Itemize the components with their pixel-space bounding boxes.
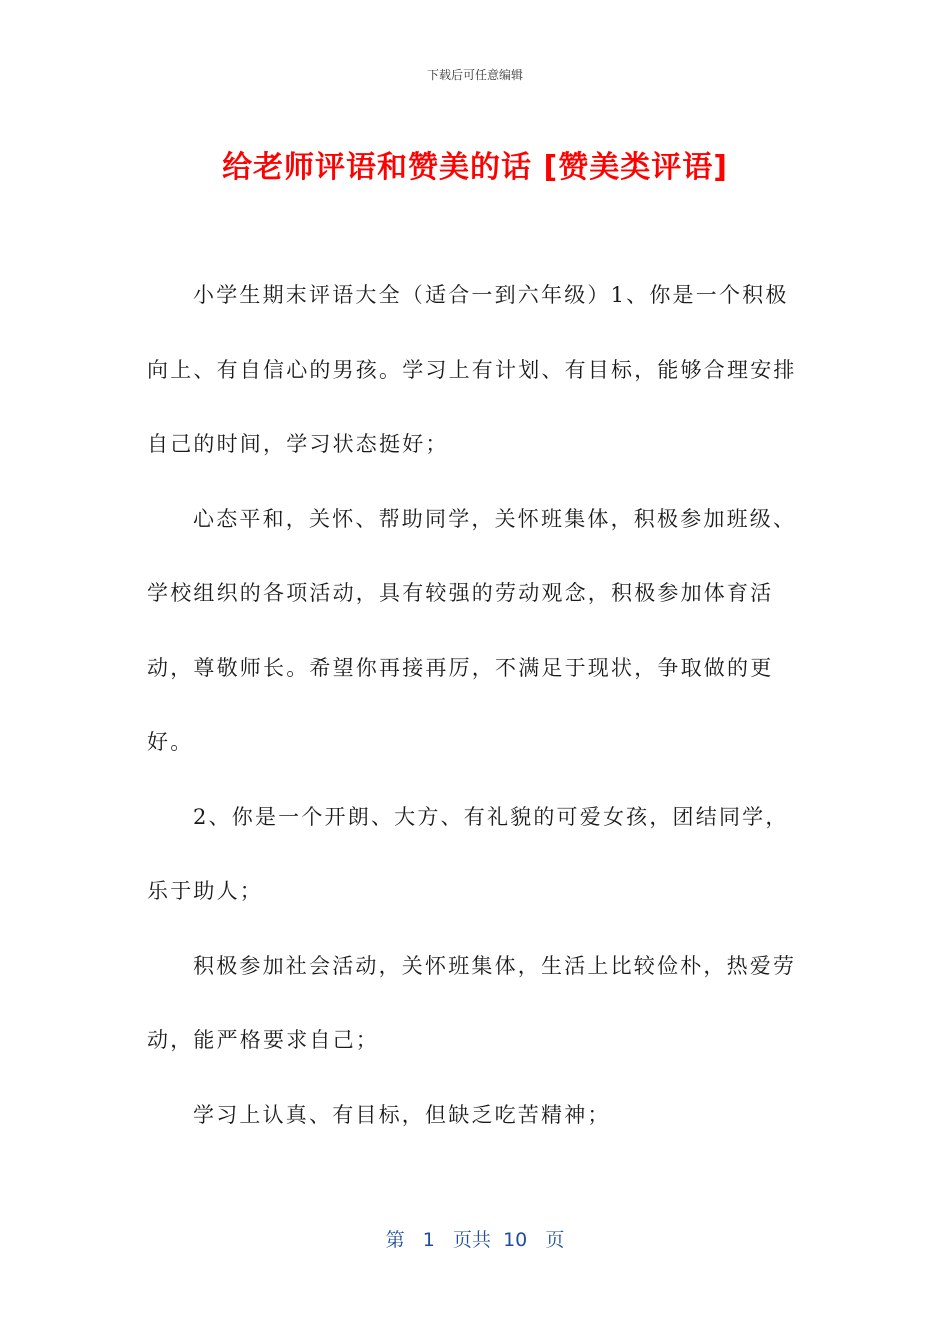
footer-total-pages: 10 [503,1229,528,1251]
paragraph-4: 积极参加社会活动，关怀班集体，生活上比较俭朴，热爱劳动，能严格要求自己； [147,953,797,1052]
footer-middle: 页共 [452,1229,491,1251]
page-footer [0,1225,950,1252]
header-note: 下载后可任意编辑 [426,68,523,82]
paragraph-5: 学习上认真、有目标，但缺乏吃苦精神； [193,1102,611,1127]
paragraph-2: 心态平和，关怀、帮助同学，关怀班集体，积极参加班级、学校组织的各项活动，具有较强的劳动观念，积极参加体育活动，尊敬师长。希望你再接再厉，不满足于现状，争取做的更好。 [147,506,797,754]
document-body [147,258,807,1152]
footer-suffix: 页 [545,1229,565,1251]
footer-prefix: 第 [385,1229,405,1251]
document-title: 给老师评语和赞美的话 [赞美类评语] [222,150,728,185]
footer-current-page: 1 [422,1229,435,1251]
paragraph-1: 小学生期末评语大全（适合一到六年级）1、你是一个积极向上、有自信心的男孩。学习上有计划、有目标，能够合理安排自己的时间，学习状态挺好； [147,283,797,456]
paragraph-3: 2、你是一个开朗、大方、有礼貌的可爱女孩，团结同学，乐于助人； [147,804,789,903]
